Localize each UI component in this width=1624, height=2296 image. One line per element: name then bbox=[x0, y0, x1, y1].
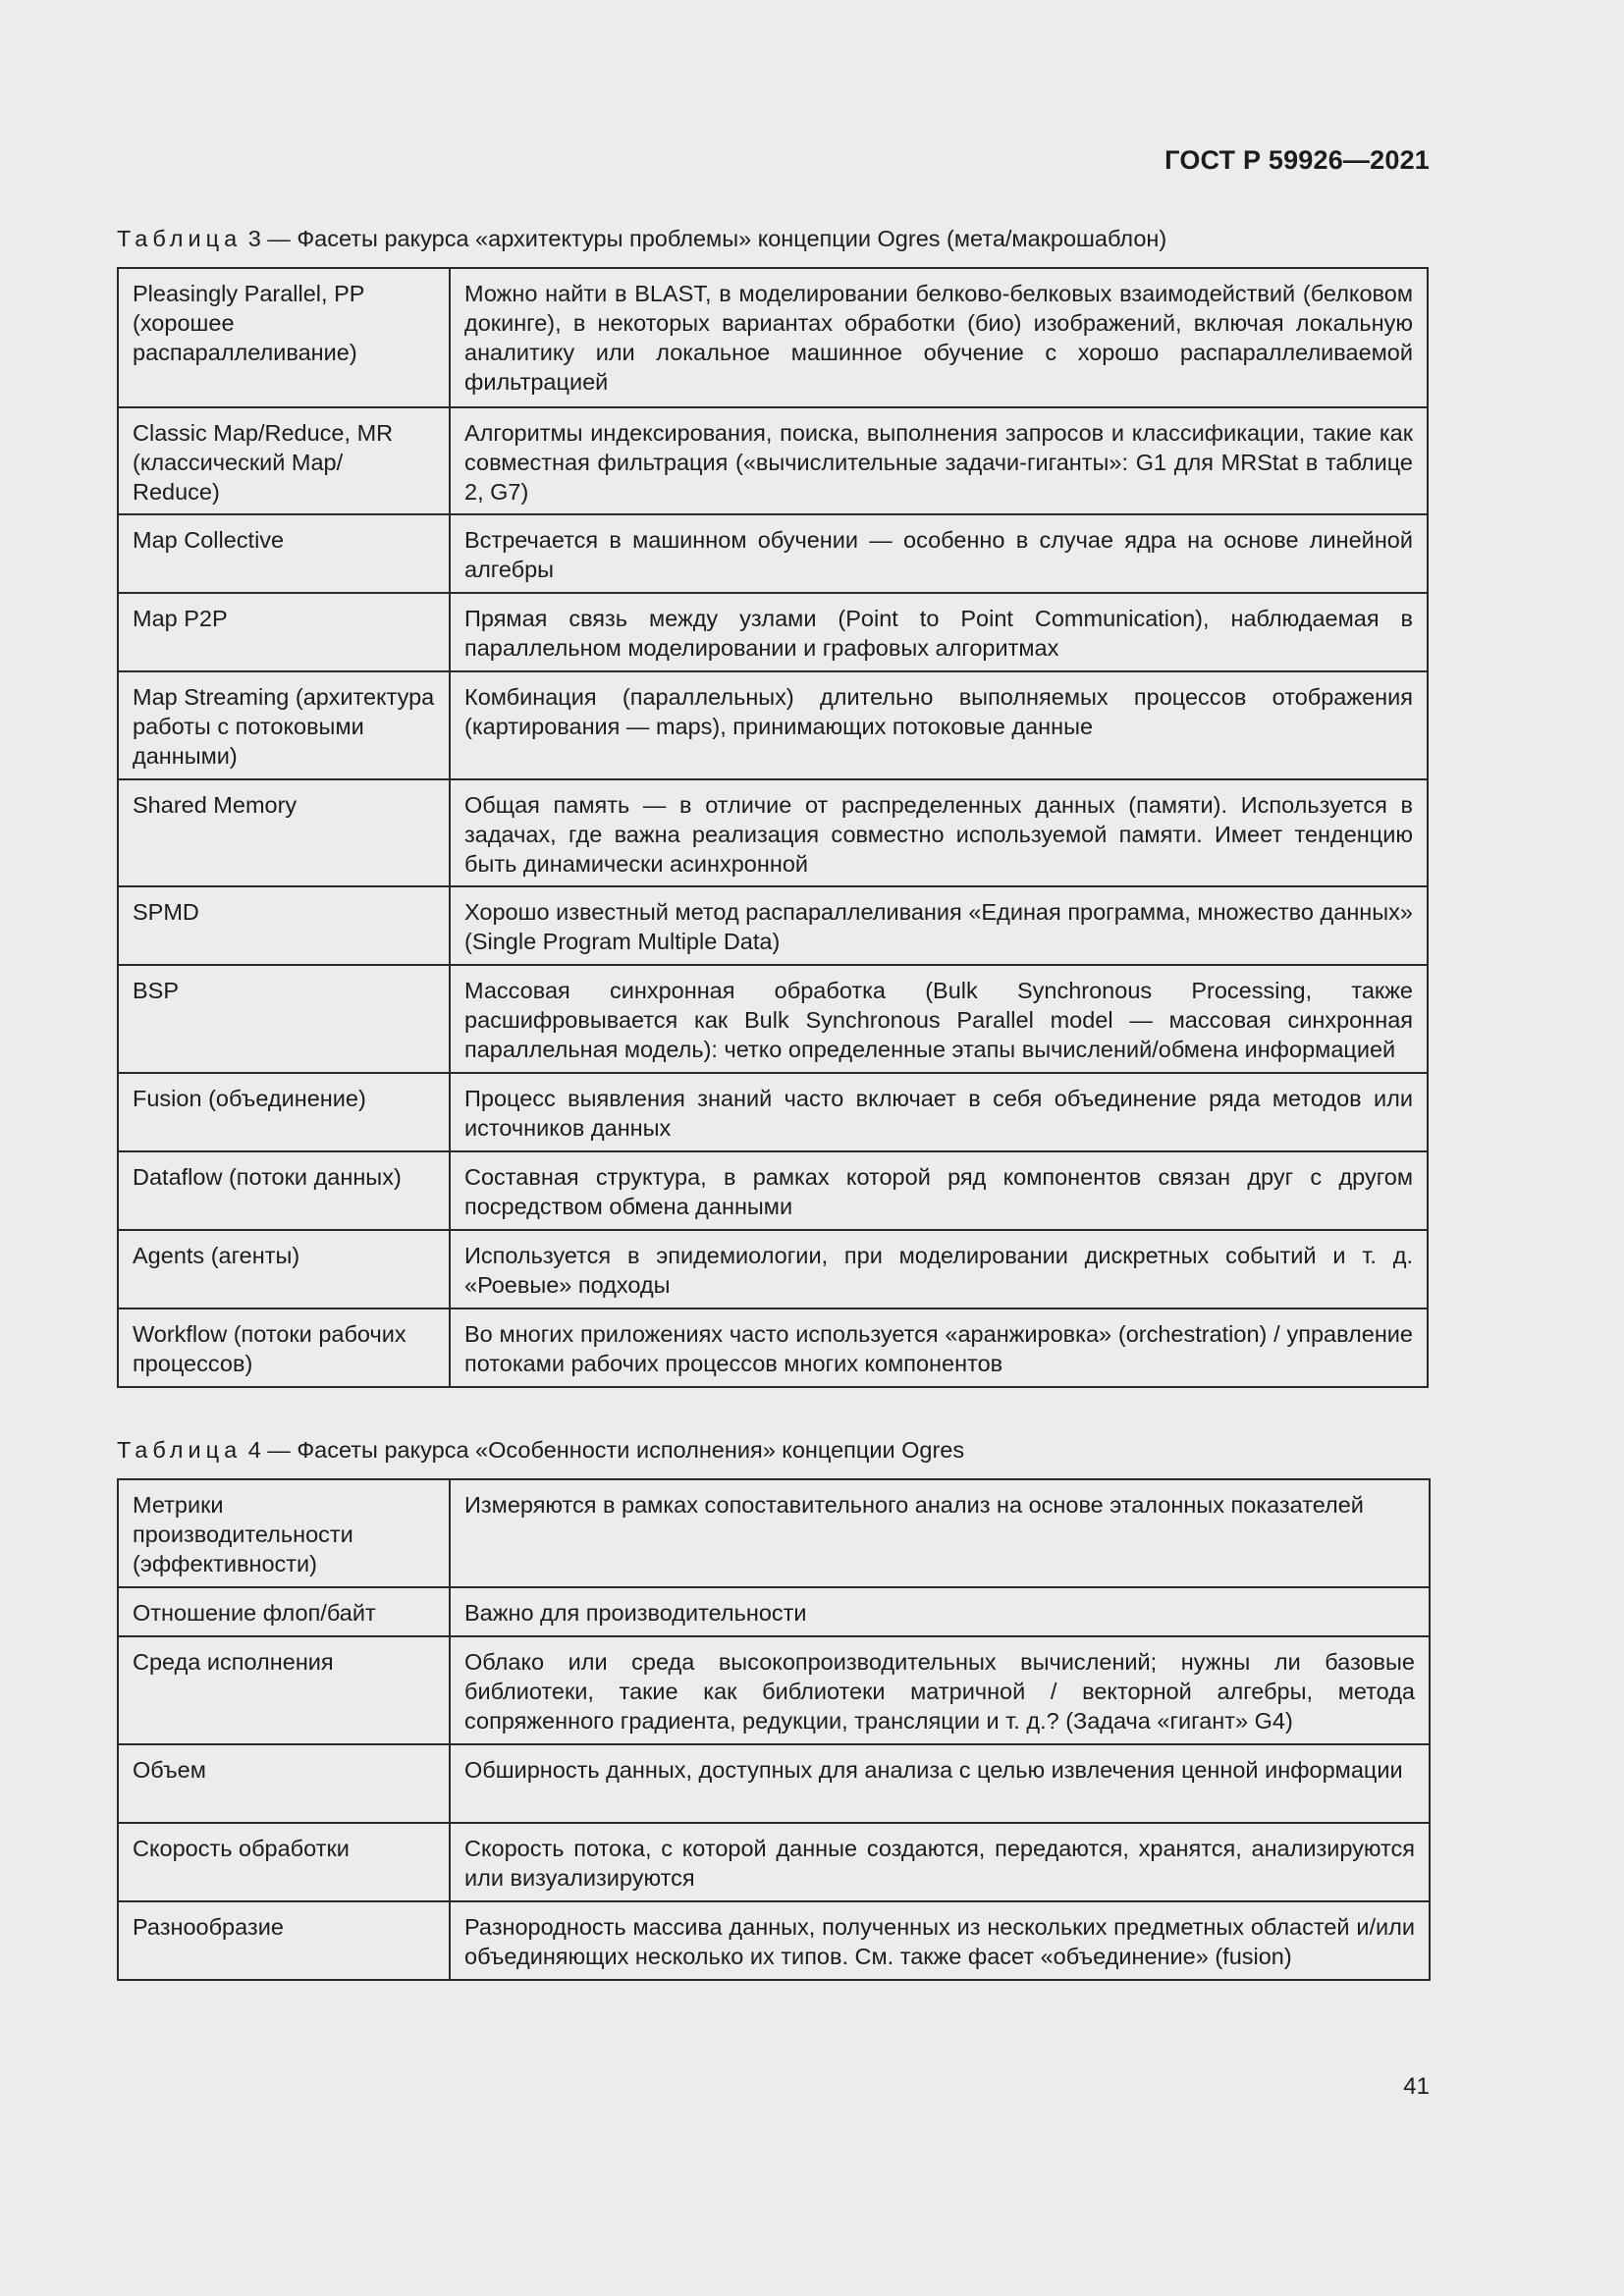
table4-caption-word: Таблица bbox=[117, 1437, 243, 1463]
table-row bbox=[118, 1073, 1428, 1151]
table3-caption bbox=[117, 226, 1166, 252]
facet-term: Объем bbox=[118, 1744, 450, 1823]
facet-description: Прямая связь между узлами (Point to Point Communication), наблюдаемая в параллельном моделировании и графовых алгоритмах bbox=[450, 593, 1428, 671]
facet-term: Workflow (потоки рабочих процессов) bbox=[118, 1308, 450, 1387]
facet-description: Обширность данных, доступных для анализа с целью извлечения ценной информации bbox=[450, 1744, 1430, 1823]
table-row bbox=[118, 1636, 1430, 1744]
table-row bbox=[118, 1823, 1430, 1901]
table-row bbox=[118, 1230, 1428, 1308]
facet-term: Метрики производительности (эффективности) bbox=[118, 1479, 450, 1587]
facet-term: Fusion (объединение) bbox=[118, 1073, 450, 1151]
facet-term: Classic Map/Reduce, MR (классический Map/ Reduce) bbox=[118, 407, 450, 514]
facet-description: Процесс выявления знаний часто включает в себя объединение ряда методов или источников данных bbox=[450, 1073, 1428, 1151]
facet-term: Отношение флоп/байт bbox=[118, 1587, 450, 1636]
table-row bbox=[118, 779, 1428, 886]
table3 bbox=[117, 267, 1429, 1388]
facet-term: Map Streaming (архитектура работы с потоковыми данными) bbox=[118, 671, 450, 779]
table-row bbox=[118, 1308, 1428, 1387]
facet-term: Разнообразие bbox=[118, 1901, 450, 1980]
facet-term: Dataflow (потоки данных) bbox=[118, 1151, 450, 1230]
facet-description: Облако или среда высокопроизводительных вычислений; нужны ли базовые библиотеки, такие как библиотеки матричной / векторной алгебры, метода сопряженного градиента, редукции, трансляции и т. д.? (Задача «гигант» G4) bbox=[450, 1636, 1430, 1744]
facet-description: Важно для производительности bbox=[450, 1587, 1430, 1636]
facet-term: Среда исполнения bbox=[118, 1636, 450, 1744]
table-row bbox=[118, 1151, 1428, 1230]
standard-number: ГОСТ Р 59926—2021 bbox=[1164, 145, 1430, 175]
table4-caption-text: 4 — Фасеты ракурса «Особенности исполнения» концепции Ogres bbox=[247, 1437, 965, 1463]
table-row bbox=[118, 1479, 1430, 1587]
table-row bbox=[118, 1901, 1430, 1980]
facet-term: Скорость обработки bbox=[118, 1823, 450, 1901]
facet-description: Во многих приложениях часто используется «аранжировка» (orchestration) / управление потоками рабочих процессов многих компонентов bbox=[450, 1308, 1428, 1387]
table-row bbox=[118, 593, 1428, 671]
facet-description: Встречается в машинном обучении — особенно в случае ядра на основе линейной алгебры bbox=[450, 514, 1428, 593]
table4 bbox=[117, 1478, 1431, 1981]
table-row bbox=[118, 268, 1428, 407]
table-row bbox=[118, 671, 1428, 779]
table-row bbox=[118, 514, 1428, 593]
facet-description: Составная структура, в рамках которой ряд компонентов связан друг с другом посредством обмена данными bbox=[450, 1151, 1428, 1230]
facet-description: Можно найти в BLAST, в моделировании белково-белковых взаимодействий (белковом докинге), в некоторых вариантах обработки (био) изображений, включая локальную аналитику или локальное машинное обучение с хорошо распараллеливаемой фильтрацией bbox=[450, 268, 1428, 407]
facet-description: Массовая синхронная обработка (Bulk Synchronous Processing, также расшифровывается как Bulk Synchronous Parallel model — массовая синхронная параллельная модель): четко определенные этапы вычислений/обмена информацией bbox=[450, 965, 1428, 1073]
table-row bbox=[118, 1587, 1430, 1636]
facet-term: Shared Memory bbox=[118, 779, 450, 886]
table-row bbox=[118, 965, 1428, 1073]
table4-caption bbox=[117, 1437, 964, 1464]
table-row bbox=[118, 407, 1428, 514]
table3-caption-text: 3 — Фасеты ракурса «архитектуры проблемы» концепции Ogres (мета/макрошаблон) bbox=[247, 226, 1167, 251]
table-row bbox=[118, 1744, 1430, 1823]
table-row bbox=[118, 886, 1428, 965]
facet-description: Хорошо известный метод распараллеливания «Единая программа, множество данных» (Single Program Multiple Data) bbox=[450, 886, 1428, 965]
facet-description: Измеряются в рамках сопоставительного анализ на основе эталонных показателей bbox=[450, 1479, 1430, 1587]
facet-description: Скорость потока, с которой данные создаются, передаются, хранятся, анализируются или визуализируются bbox=[450, 1823, 1430, 1901]
facet-term: Pleasingly Parallel, PP (хорошее распараллеливание) bbox=[118, 268, 450, 407]
facet-description: Используется в эпидемиологии, при моделировании дискретных событий и т. д. «Роевые» подходы bbox=[450, 1230, 1428, 1308]
facet-description: Общая память — в отличие от распределенных данных (памяти). Используется в задачах, где важна реализация совместно используемой памяти. Имеет тенденцию быть динамически асинхронной bbox=[450, 779, 1428, 886]
facet-term: BSP bbox=[118, 965, 450, 1073]
page-number: 41 bbox=[1403, 2073, 1430, 2100]
facet-term: SPMD bbox=[118, 886, 450, 965]
facet-description: Разнородность массива данных, полученных из нескольких предметных областей и/или объединяющих несколько их типов. См. также фасет «объединение» (fusion) bbox=[450, 1901, 1430, 1980]
table3-caption-word: Таблица bbox=[117, 226, 243, 251]
facet-term: Agents (агенты) bbox=[118, 1230, 450, 1308]
facet-term: Map Collective bbox=[118, 514, 450, 593]
facet-description: Комбинация (параллельных) длительно выполняемых процессов отображения (картирования — maps), принимающих потоковые данные bbox=[450, 671, 1428, 779]
facet-description: Алгоритмы индексирования, поиска, выполнения запросов и классификации, такие как совместная фильтрация («вычислительные задачи-гиганты»: G1 для MRStat в таблице 2, G7) bbox=[450, 407, 1428, 514]
facet-term: Map P2P bbox=[118, 593, 450, 671]
